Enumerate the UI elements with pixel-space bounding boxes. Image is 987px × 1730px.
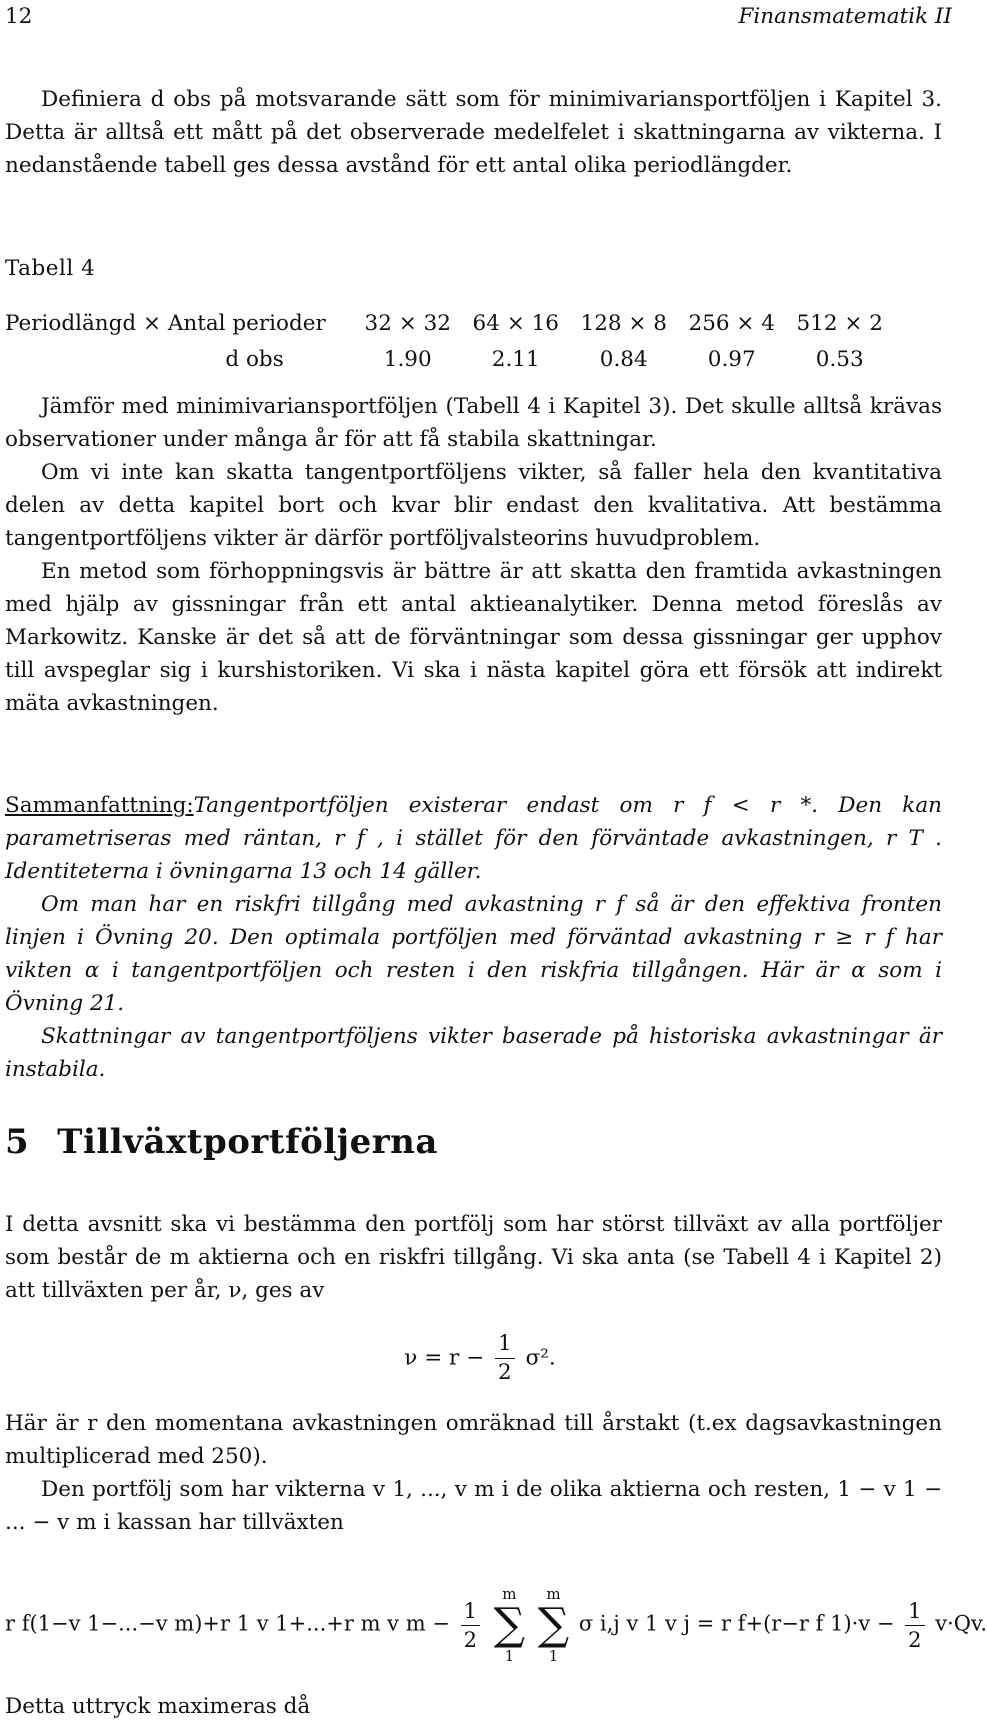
section-number: 5 (5, 1122, 30, 1162)
table-cell: 256 × 4 (688, 310, 775, 336)
fraction: $\frac{1}{2}$ (461, 1597, 480, 1654)
fraction: $\frac{1}{2}$ (905, 1597, 924, 1654)
portfolio-growth-equation: r f(1−v 1−...−v m)+r 1 v 1+...+r m v m − $\frac{1}{2}$ m ∑ 1 m ∑ 1 σ i,j v 1 v j = r f+(r−r f 1)·v − $\frac{1}{2}$ v·Qv. (5, 1585, 987, 1665)
page-number: 12 (5, 4, 33, 29)
section-paragraph: Här är r den momentana avkastningen omräknad till årstakt (t.ex dagsavkastningen multiplicerad med 250). Den portfölj som har vikterna v 1, ..., v m i de olika aktierna och resten, 1 − v 1 − ... − v m i kassan har tillväxten (5, 1411, 942, 1535)
table-cell: 64 × 16 (472, 310, 559, 336)
summary-heading: Sammanfattning: (5, 793, 194, 818)
section-title: Tillväxtportföljerna (57, 1122, 438, 1162)
table-cell: 0.97 (707, 346, 756, 372)
table-cell: 128 × 8 (580, 310, 667, 336)
sum-symbol: m ∑ 1 (493, 1585, 526, 1665)
row-header: Periodlängd × Antal perioder (5, 310, 326, 336)
running-title: Finansmatematik II (738, 4, 952, 29)
table-cell: 1.90 (383, 346, 432, 372)
summary (5, 789, 942, 1086)
summary-text: Om man har en riskfri tillgång med avkastning r f så är den effektiva fronten linjen i Övning 20. Den optimala portföljen med förväntad avkastning r ≥ r f har vikten α i tangentportföljen och resten i den riskfria tillgången. Här är α som i Övning 21. (5, 892, 942, 1016)
fraction: $\frac{1}{2}$ (495, 1330, 515, 1387)
table-row (5, 305, 894, 341)
summary-text: Tangentportföljen existerar endast om r f < r *. Den kan parametriseras med räntan, r f , i stället för den förväntade avkastningen, r T . Identiteterna i övningarna 13 och 14 gäller. (5, 793, 942, 884)
sum-symbol: m ∑ 1 (537, 1585, 570, 1665)
body-text (5, 390, 942, 720)
body-paragraph: Om vi inte kan skatta tangentportföljens vikter, så faller hela den kvantitativa delen av detta kapitel bort och kvar blir endast den kvalitativa. Att bestämma tangentportföljens vikter är därför portföljvalsteorins huvudproblem. (5, 460, 942, 551)
body-paragraph: Jämför med minimivariansportföljen (Tabell 4 i Kapitel 3). Det skulle alltså krävas observationer under många år för att få stabila skattningar. (5, 394, 942, 452)
distance-table (5, 305, 894, 377)
table-row (5, 341, 894, 377)
body-paragraph: En metod som förhoppningsvis är bättre är att skatta den framtida avkastningen med hjälp av gissningar från ett antal aktieanalytiker. Denna metod föreslås av Markowitz. Kanske är det så att de förväntningar som dessa gissningar ger upphov till avspeglar sig i kurshistoriken. Vi ska i nästa kapitel göra ett försök att indirekt mäta avkastningen. (5, 559, 942, 716)
intro-paragraph: Definiera d obs på motsvarande sätt som för minimivariansportföljen i Kapitel 3. Detta är alltså ett mått på det observerade medelfelet i skattningarna av vikterna. I nedanstående tabell ges dessa avstånd för ett antal olika periodlängder. (5, 87, 942, 178)
table-cell: 0.53 (815, 346, 864, 372)
table-cell: 32 × 32 (364, 310, 451, 336)
table-cell: 512 × 2 (796, 310, 883, 336)
section-paragraph: I detta avsnitt ska vi bestämma den portfölj som har störst tillväxt av alla portföljer som består de m aktierna och en riskfri tillgång. Vi ska anta (se Tabell 4 i Kapitel 2) att tillväxten per år, ν, ges av (5, 1212, 942, 1303)
table-label: Tabell 4 (5, 256, 96, 281)
table-cell: 2.11 (491, 346, 540, 372)
page-header (5, 0, 952, 28)
table-cell: 0.84 (599, 346, 648, 372)
row-header: d obs (225, 346, 284, 372)
section-paragraph: Detta uttryck maximeras då (5, 1694, 311, 1719)
section-heading (5, 1122, 438, 1162)
growth-equation: ν = r − $\frac{1}{2}$ σ². (404, 1331, 556, 1385)
summary-text: Skattningar av tangentportföljens vikter baserade på historiska avkastningar är instabila. (5, 1024, 942, 1082)
